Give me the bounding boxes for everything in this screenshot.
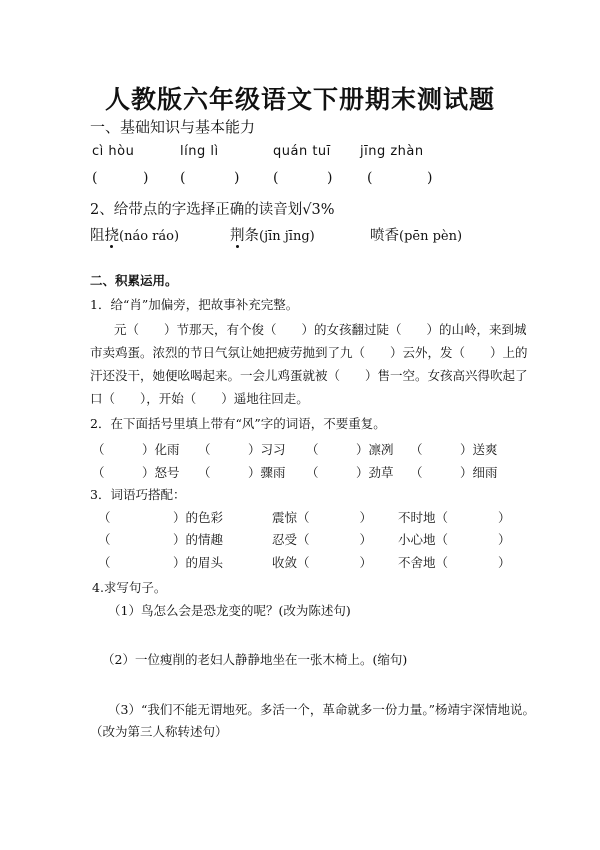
match-4: （ ）的情趣 bbox=[98, 532, 224, 547]
match-6: 小心地（ ） bbox=[398, 532, 511, 547]
question-2-prompt: 2．在下面括号里填上带有“风”字的词语，不要重复。 bbox=[90, 416, 386, 431]
feng-word-3: （ ）凛冽 bbox=[306, 442, 394, 457]
page-title: 人教版六年级语文下册期末测试题 bbox=[104, 85, 495, 114]
choice-3-options: (pēn pèn) bbox=[399, 229, 463, 244]
choice-1-dotted-char: 挠 bbox=[104, 228, 119, 244]
sentence-task-1: （1）鸟怎么会是恐龙变的呢？(改为陈述句) bbox=[108, 603, 351, 618]
choice-2-options: (jīn jīng) bbox=[259, 229, 315, 244]
match-8: 收敛（ ） bbox=[272, 555, 373, 570]
choice-1-char: 阻 bbox=[90, 228, 105, 244]
answer-paren-open-3: ( bbox=[273, 170, 279, 186]
answer-paren-open-1: ( bbox=[92, 170, 98, 186]
feng-word-1: （ ）化雨 bbox=[92, 442, 180, 457]
choice-3 bbox=[370, 224, 462, 245]
match-2: 震惊（ ） bbox=[272, 510, 373, 525]
section1-heading: 一、基础知识与基本能力 bbox=[90, 118, 256, 136]
pinyin-4: jīng zhàn bbox=[360, 144, 424, 159]
sentence-task-2: （2）一位瘦削的老妇人静静地坐在一张木椅上。(缩句) bbox=[102, 652, 408, 667]
story-line-4: 口（ ），开始（ ）遥地往回走。 bbox=[90, 391, 309, 406]
sentence-task-3-note: （改为第三人称转述句） bbox=[90, 724, 228, 739]
choice-3-char: 喷 bbox=[370, 228, 385, 244]
match-3: 不时地（ ） bbox=[398, 510, 511, 525]
feng-word-7: （ ）劲草 bbox=[306, 465, 394, 480]
choice-1 bbox=[90, 224, 179, 245]
choice-2-char: 条 bbox=[244, 228, 259, 244]
match-9: 不舍地（ ） bbox=[398, 555, 511, 570]
answer-paren-close-1: ) bbox=[143, 170, 149, 186]
question-2-heading: 2、给带点的字选择正确的读音划√3% bbox=[90, 202, 335, 218]
pinyin-3: quán tuī bbox=[273, 144, 331, 159]
answer-paren-close-4: ) bbox=[427, 170, 433, 186]
section2-heading: 二、积累运用。 bbox=[90, 273, 178, 288]
match-1: （ ）的色彩 bbox=[98, 510, 224, 525]
match-7: （ ）的眉头 bbox=[98, 555, 224, 570]
answer-paren-close-2: ) bbox=[234, 170, 240, 186]
question-1-prompt: 1．给“肖”加偏旁，把故事补充完整。 bbox=[90, 297, 299, 312]
choice-1-options: (náo ráo) bbox=[119, 229, 180, 244]
feng-word-8: （ ）细雨 bbox=[410, 465, 498, 480]
choice-3-char-2: 香 bbox=[384, 228, 399, 244]
choice-2-dotted-char: 荆 bbox=[230, 228, 245, 244]
answer-paren-open-4: ( bbox=[367, 170, 373, 186]
match-5: 忍受（ ） bbox=[272, 532, 373, 547]
story-line-1: 元（ ）节那天，有个俊（ ）的女孩翻过陡（ ）的山岭，来到城 bbox=[114, 322, 527, 337]
answer-paren-close-3: ) bbox=[327, 170, 333, 186]
question-4-prompt: 4.求写句子。 bbox=[92, 580, 167, 595]
choice-2 bbox=[230, 224, 315, 245]
feng-word-6: （ ）骤雨 bbox=[198, 465, 286, 480]
feng-word-2: （ ）习习 bbox=[198, 442, 286, 457]
story-line-3: 汗还没干，她便吆喝起来。一会儿鸡蛋就被（ ）售一空。女孩高兴得吹起了 bbox=[90, 368, 528, 383]
story-line-2: 市卖鸡蛋。浓烈的节日气氛让她把疲劳抛到了九（ ）云外，发（ ）上的 bbox=[90, 345, 528, 360]
pinyin-2: líng lì bbox=[180, 144, 219, 159]
feng-word-5: （ ）怒号 bbox=[92, 465, 180, 480]
feng-word-4: （ ）送爽 bbox=[410, 442, 498, 457]
answer-paren-open-2: ( bbox=[180, 170, 186, 186]
question-3-prompt: 3．词语巧搭配： bbox=[90, 487, 186, 502]
sentence-task-3: （3）“我们不能无谓地死。多活一个，革命就多一份力量。”杨靖宇深情地说。 bbox=[108, 702, 535, 717]
pinyin-1: cì hòu bbox=[92, 144, 135, 159]
